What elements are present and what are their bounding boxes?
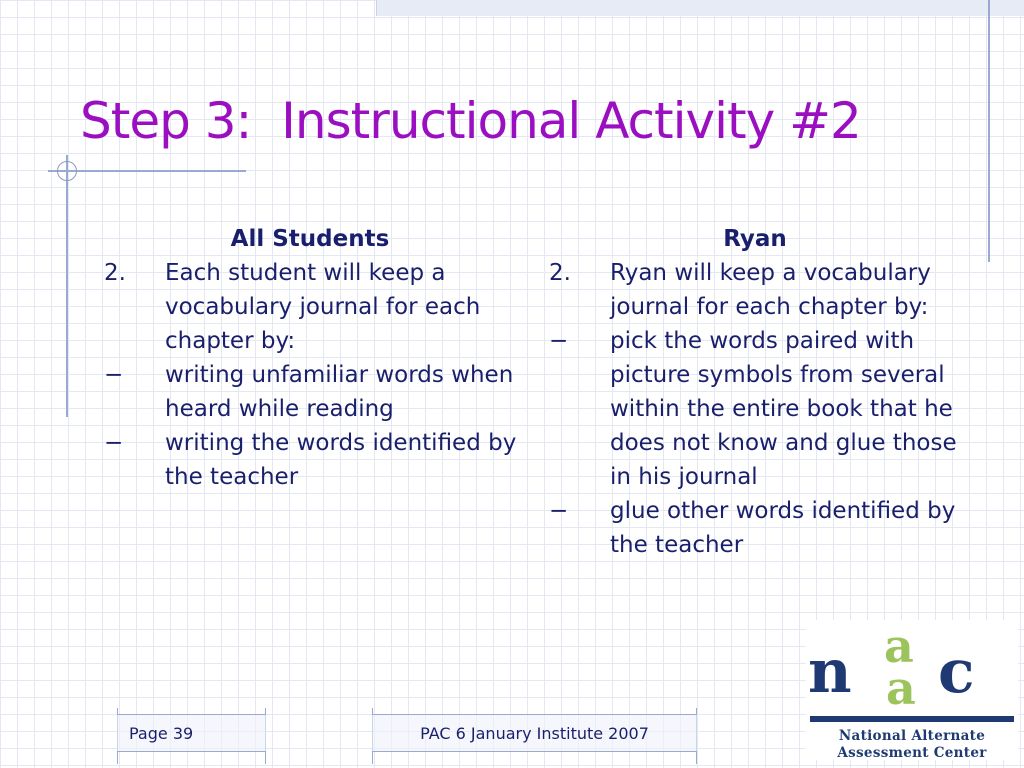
- list-item: [545, 256, 965, 324]
- column-heading: Ryan: [723, 226, 787, 252]
- column-heading: All Students: [230, 226, 390, 252]
- event-label: PAC 6 January Institute 2007: [420, 724, 649, 743]
- list-item-text: glue other words identified by the teacher: [610, 498, 956, 558]
- list-item: [545, 494, 965, 562]
- slide-title: Step 3: Instructional Activity #2: [80, 92, 861, 150]
- page-number-box: [117, 714, 266, 752]
- list-marker: 2.: [549, 260, 571, 286]
- logo-letter-n: n: [808, 637, 852, 707]
- event-label-box: [372, 714, 697, 752]
- list-marker: −: [104, 430, 124, 456]
- logo-text-line2: Assessment Center: [837, 745, 987, 761]
- list-item: [100, 426, 520, 494]
- guide-circle: [57, 161, 77, 181]
- list-item: [100, 358, 520, 426]
- logo-letter-a-top: a: [884, 620, 914, 673]
- top-decorative-band: [376, 0, 1024, 16]
- list-item-text: Each student will keep a vocabulary journal for each chapter by:: [165, 260, 481, 354]
- ryan-column: [545, 222, 965, 562]
- list-marker: −: [549, 328, 569, 354]
- list-item-text: pick the words paired with picture symbols from several within the entire book that he does not know and glue those in his journal: [610, 328, 957, 490]
- list-item-text: writing the words identified by the teacher: [165, 430, 517, 490]
- logo-text-line1: National Alternate: [838, 728, 986, 744]
- list-item: [100, 256, 520, 358]
- list-marker: 2.: [104, 260, 126, 286]
- title-underline: [48, 170, 246, 172]
- list-item: [545, 324, 965, 494]
- page-number: Page 39: [129, 724, 194, 743]
- logo-letter-c: c: [938, 637, 975, 707]
- right-guide-line: [988, 0, 990, 262]
- all-students-column: [100, 222, 520, 494]
- list-marker: −: [104, 362, 124, 388]
- left-guide-line: [66, 155, 68, 417]
- list-item-text: Ryan will keep a vocabulary journal for each chapter by:: [610, 260, 931, 320]
- logo-letter-a-bottom: a: [886, 661, 916, 715]
- list-marker: −: [549, 498, 569, 524]
- logo-bar: [810, 716, 1014, 722]
- list-item-text: writing unfamiliar words when heard while reading: [165, 362, 514, 422]
